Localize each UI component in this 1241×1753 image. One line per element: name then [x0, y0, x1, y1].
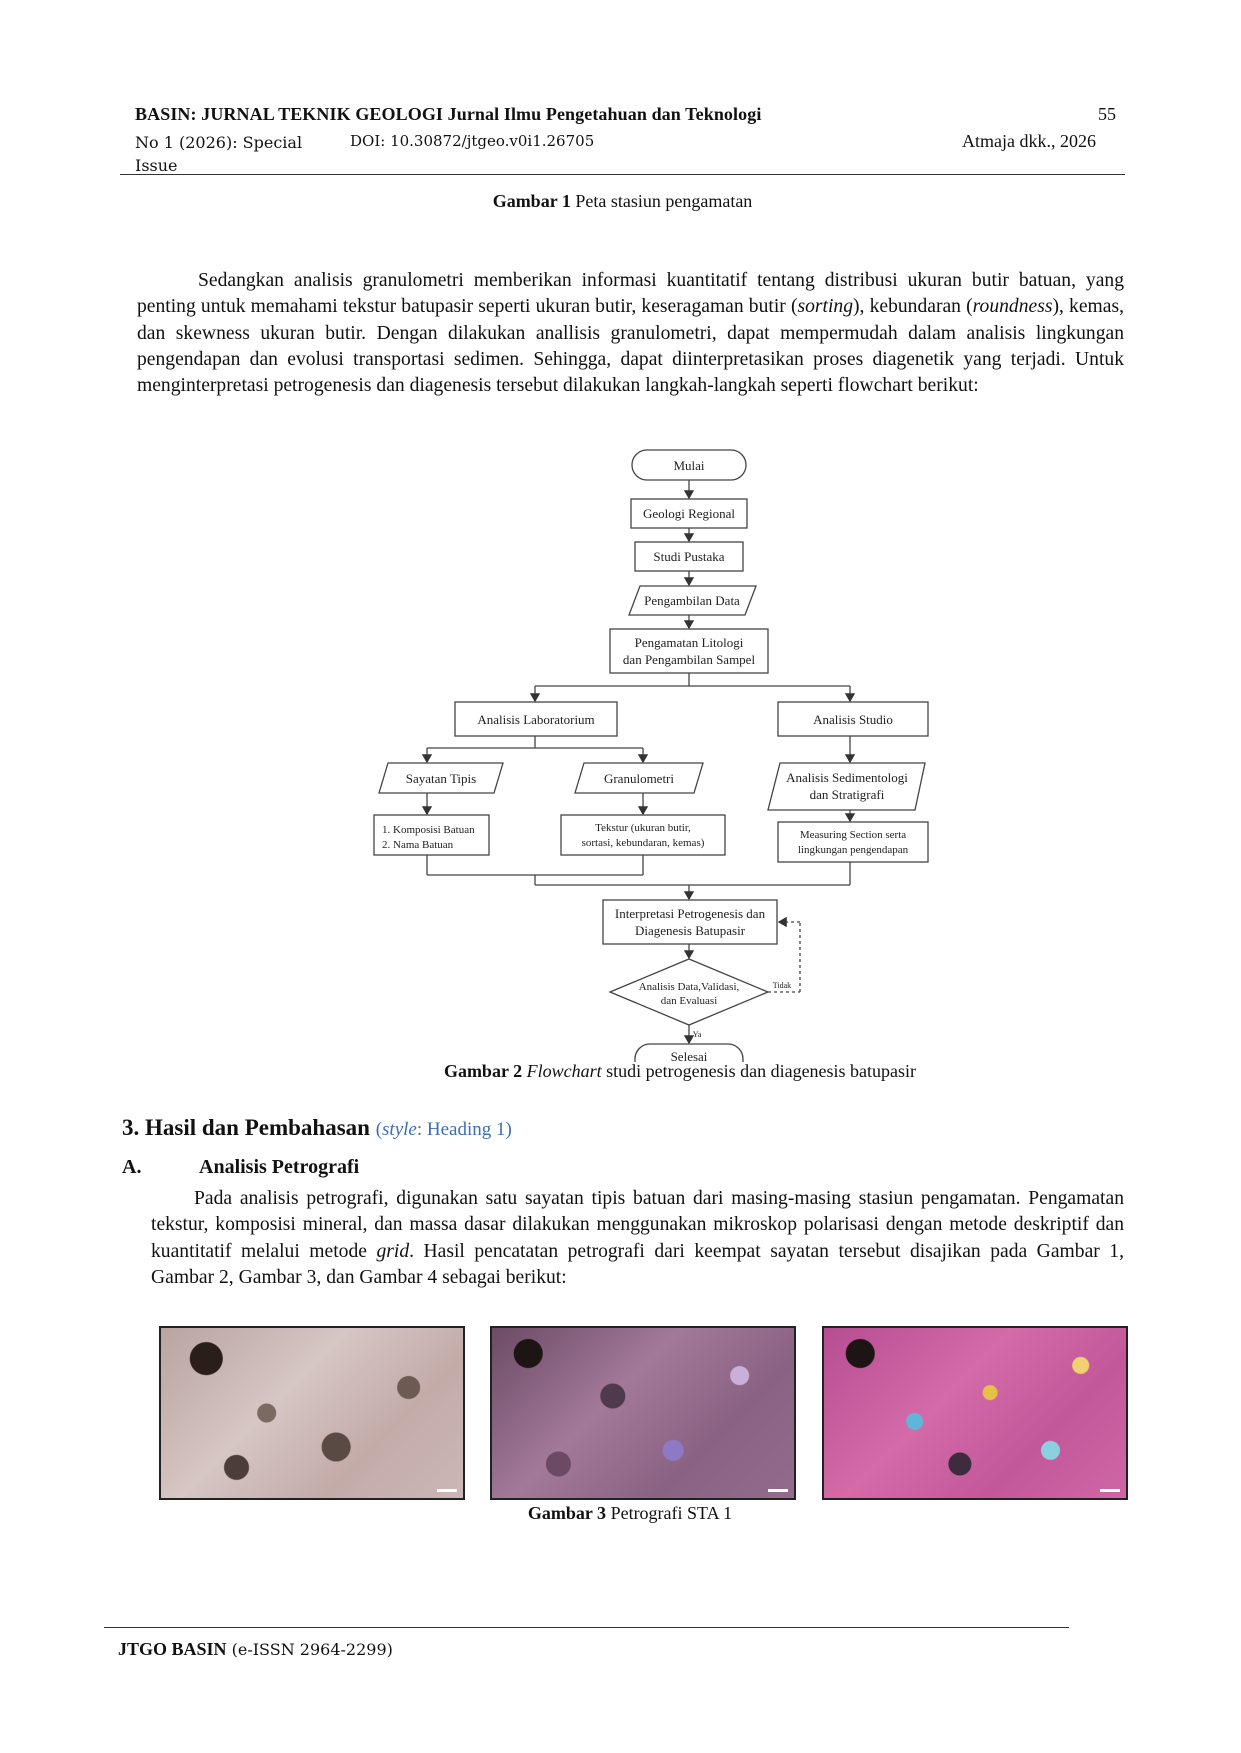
label-studi-pustaka: Studi Pustaka: [653, 549, 725, 564]
scale-bar: [768, 1489, 788, 1492]
scale-bar: [1100, 1489, 1120, 1492]
micrograph-ppl: [159, 1326, 465, 1500]
issue-info: No 1 (2026): Special Issue: [135, 133, 303, 175]
node-tekstur: [561, 815, 725, 855]
footer-rule: [104, 1627, 1069, 1628]
micrograph-xpl: [822, 1326, 1128, 1500]
label-selesai: Selesai: [670, 1049, 708, 1064]
label-analisis-studio: Analisis Studio: [813, 712, 893, 727]
label-komposisi-2: 2. Nama Batuan: [382, 839, 454, 851]
term-sorting: sorting: [797, 296, 854, 318]
style-rest: : Heading 1): [416, 1119, 512, 1140]
paragraph-text: ), kemas, dan skewness ukuran butir. Dengan dilakukan anallisis granulometri, dapat mempermudah dalam analisis lingkungan pengendapan dan evolusi transportasi sedimen. Sehingga, dapat diinterpretasikan proses diagenetik yang terjadi. Untuk menginterpretasi petrogenesis dan diagenesis tersebut dilakukan langkah-langkah seperti flowchart berikut:: [137, 296, 1124, 397]
doi: DOI: 10.30872/jtgeo.v0i1.26705: [350, 132, 595, 150]
section-heading: [122, 1115, 512, 1141]
footer-journal: JTGO BASIN: [118, 1639, 227, 1659]
figure-1-text: Peta stasiun pengamatan: [570, 191, 753, 211]
figure-1-caption: [120, 191, 1125, 212]
label-granulometri: Granulometri: [603, 771, 675, 786]
label-mulai: Mulai: [673, 458, 705, 473]
figure-2-italic: Flowchart: [526, 1061, 602, 1081]
term-roundness: roundness: [972, 296, 1053, 318]
label-interpretasi-1: Interpretasi Petrogenesis dan: [614, 906, 766, 921]
label-pengambilan-data: Pengambilan Data: [644, 593, 740, 608]
subsection-label: A.: [122, 1156, 142, 1178]
subsection-title: Analisis Petrografi: [199, 1156, 360, 1178]
label-geologi-regional: Geologi Regional: [642, 506, 736, 521]
paragraph-granulometri: [137, 268, 1124, 399]
micrograph-xpl-partial: [490, 1326, 796, 1500]
flowchart-diagram: [360, 448, 940, 1068]
figure-1-label: Gambar 1: [492, 191, 571, 211]
label-pengamatan-2: dan Pengambilan Sampel: [622, 652, 756, 667]
paragraph-text: Pada analisis petrografi, digunakan satu sayatan tipis batuan dari masing-masing stasiun pengamatan. Pengamatan tekstur, komposisi mineral, dan massa dasar dilakukan menggunakan mikroskop polarisasi dengan metode deskriptif dan kuantitatif melalui metode: [151, 1188, 1124, 1262]
figure-2-label: Gambar 2: [443, 1061, 523, 1081]
node-measuring-section: [778, 822, 928, 862]
label-measuring-1: Measuring Section serta: [799, 829, 907, 841]
footer-issn: (e-ISSN 2964-2299): [226, 1640, 393, 1659]
label-komposisi-1: 1. Komposisi Batuan: [382, 824, 475, 836]
header-rule: [120, 174, 1125, 175]
page-number: 55: [1098, 104, 1116, 124]
label-analisis-data-1: Analisis Data,Validasi,: [638, 981, 740, 993]
paragraph-text: Sedangkan analisis granulometri memberikan informasi kuantitatif tentang distribusi ukuran butir batuan, yang penting untuk memahami tekstur batupasir seperti ukuran butir, keseragaman butir (: [137, 270, 1124, 318]
label-tidak: Tidak: [772, 981, 792, 990]
style-word: style: [382, 1119, 417, 1140]
label-analisis-data-2: dan Evaluasi: [660, 995, 718, 1007]
figure-3-text: Petrografi STA 1: [606, 1503, 733, 1523]
running-header-journal: BASIN: JURNAL TEKNIK GEOLOGI Jurnal Ilmu Pengetahuan dan Teknologi: [135, 104, 762, 124]
style-annotation: [376, 1119, 512, 1140]
figure-2-caption: [210, 1061, 1150, 1082]
label-sedimentologi-2: dan Stratigrafi: [809, 787, 885, 802]
running-header-author: Atmaja dkk., 2026: [962, 131, 1096, 151]
footer: [118, 1639, 393, 1660]
style-open: (: [375, 1119, 383, 1140]
label-analisis-lab: Analisis Laboratorium: [477, 712, 595, 727]
label-tekstur-1: Tekstur (ukuran butir,: [595, 822, 691, 834]
figure-3-label: Gambar 3: [527, 1503, 607, 1523]
label-tekstur-2: sortasi, kebundaran, kemas): [581, 837, 705, 849]
label-pengamatan-1: Pengamatan Litologi: [634, 635, 744, 650]
label-sayatan-tipis: Sayatan Tipis: [405, 771, 477, 786]
paragraph-text: . Hasil pencatatan petrografi dari keempat sayatan tersebut disajikan pada Gambar 1, Gambar 2, Gambar 3, dan Gambar 4 sebagai berikut:: [151, 1240, 1124, 1288]
term-grid: grid: [376, 1240, 410, 1262]
scale-bar: [437, 1489, 457, 1492]
subsection-heading: [122, 1156, 359, 1179]
label-sedimentologi-1: Analisis Sedimentologi: [786, 770, 908, 785]
section-title: 3. Hasil dan Pembahasan: [122, 1115, 376, 1140]
label-interpretasi-2: Diagenesis Batupasir: [634, 923, 746, 938]
label-measuring-2: lingkungan pengendapan: [797, 844, 909, 856]
paragraph-text: ), kebundaran (: [853, 296, 973, 318]
figure-2-text: studi petrogenesis dan diagenesis batupasir: [601, 1061, 917, 1081]
figure-3-caption: [380, 1503, 880, 1524]
paragraph-petrografi: [151, 1186, 1124, 1291]
label-ya: Ya: [692, 1030, 702, 1039]
